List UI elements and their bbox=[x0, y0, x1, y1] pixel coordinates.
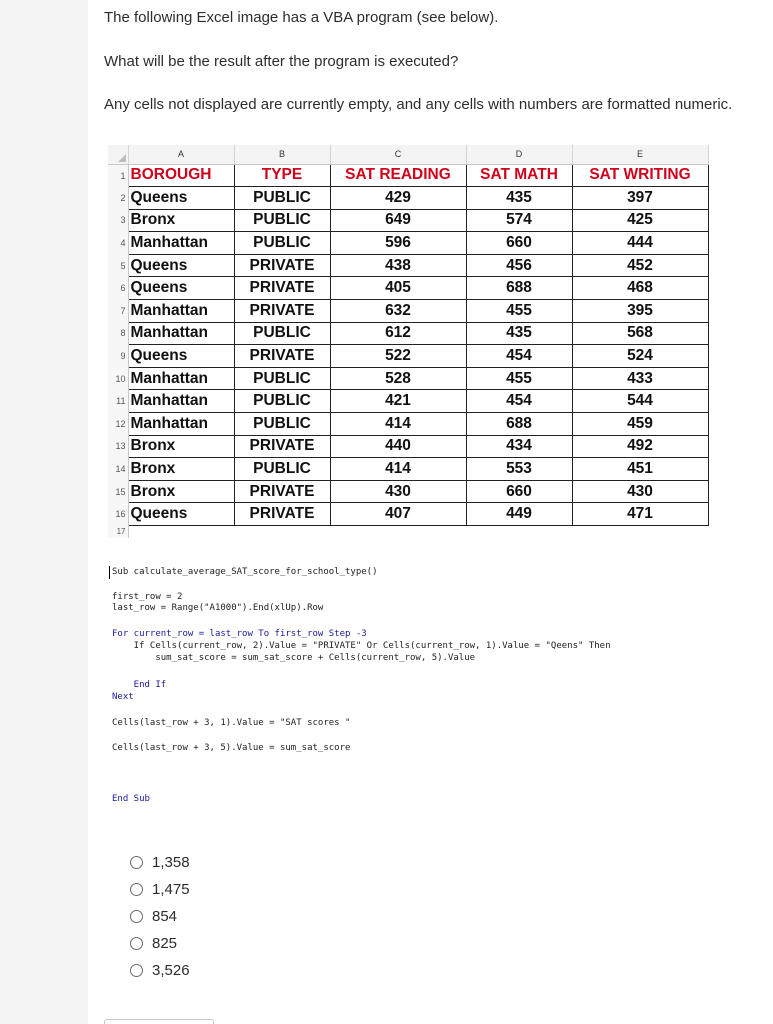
row-number: 17 bbox=[108, 526, 128, 538]
vba-code-line: Next bbox=[112, 692, 134, 702]
table-row bbox=[108, 277, 708, 300]
cell-sat-math: 435 bbox=[466, 187, 572, 210]
answer-option-1[interactable] bbox=[129, 849, 190, 876]
row-number: 8 bbox=[108, 322, 128, 345]
cell-sat-reading: 429 bbox=[330, 187, 466, 210]
text-cursor bbox=[109, 566, 110, 579]
cell-sat-math: 574 bbox=[466, 209, 572, 232]
cell-borough: Manhattan bbox=[128, 413, 234, 436]
cell-type: PRIVATE bbox=[234, 345, 330, 368]
cell-sat-math: 688 bbox=[466, 413, 572, 436]
row-number: 5 bbox=[108, 254, 128, 277]
cell-type: PUBLIC bbox=[234, 209, 330, 232]
cell-type: PUBLIC bbox=[234, 187, 330, 210]
cell-borough: Bronx bbox=[128, 435, 234, 458]
cell-type: PUBLIC bbox=[234, 367, 330, 390]
table-row bbox=[108, 367, 708, 390]
cell-sat-math: 660 bbox=[466, 232, 572, 255]
cell-borough: Queens bbox=[128, 187, 234, 210]
row-number: 14 bbox=[108, 458, 128, 481]
cell-sat-reading: 430 bbox=[330, 480, 466, 503]
table-row bbox=[108, 390, 708, 413]
cell-type: PRIVATE bbox=[234, 503, 330, 526]
cell-sat-writing: 544 bbox=[572, 390, 708, 413]
row-number: 3 bbox=[108, 209, 128, 232]
table-row bbox=[108, 209, 708, 232]
header-sat-reading: SAT READING bbox=[330, 164, 466, 187]
cell-sat-writing: 425 bbox=[572, 209, 708, 232]
cell-borough: Manhattan bbox=[128, 390, 234, 413]
row-number: 1 bbox=[108, 164, 128, 187]
cell-sat-reading: 440 bbox=[330, 435, 466, 458]
vba-code-line: If Cells(current_row, 2).Value = "PRIVATE" Or Cells(current_row, 1).Value = "Qeens" Then bbox=[112, 641, 611, 651]
cell-sat-writing: 524 bbox=[572, 345, 708, 368]
header-sat-writing: SAT WRITING bbox=[572, 164, 708, 187]
row-number: 4 bbox=[108, 232, 128, 255]
column-header-e: E bbox=[572, 145, 708, 164]
cell-sat-reading: 414 bbox=[330, 458, 466, 481]
cell-sat-reading: 414 bbox=[330, 413, 466, 436]
cell-sat-reading: 528 bbox=[330, 367, 466, 390]
question-prompt: What will be the result after the program is executed? bbox=[104, 53, 459, 70]
cell-borough: Manhattan bbox=[128, 232, 234, 255]
row-number: 9 bbox=[108, 345, 128, 368]
row-number: 6 bbox=[108, 277, 128, 300]
table-row bbox=[108, 345, 708, 368]
cell-sat-writing: 444 bbox=[572, 232, 708, 255]
cell-sat-reading: 612 bbox=[330, 322, 466, 345]
cell-sat-math: 434 bbox=[466, 435, 572, 458]
answer-option-label: 854 bbox=[152, 908, 178, 925]
cell-sat-reading: 649 bbox=[330, 209, 466, 232]
cell-sat-writing: 451 bbox=[572, 458, 708, 481]
row-number: 15 bbox=[108, 480, 128, 503]
cell-sat-writing: 471 bbox=[572, 503, 708, 526]
cell-borough: Bronx bbox=[128, 209, 234, 232]
column-header-a: A bbox=[128, 145, 234, 164]
answer-option-4[interactable] bbox=[129, 930, 190, 957]
cell-borough: Bronx bbox=[128, 480, 234, 503]
cell-type: PRIVATE bbox=[234, 254, 330, 277]
column-header-b: B bbox=[234, 145, 330, 164]
table-row bbox=[108, 480, 708, 503]
table-row bbox=[108, 232, 708, 255]
vba-code-line: sum_sat_score = sum_sat_score + Cells(current_row, 5).Value bbox=[112, 653, 476, 663]
cell-type: PUBLIC bbox=[234, 413, 330, 436]
cell-sat-writing: 459 bbox=[572, 413, 708, 436]
answer-option-5[interactable] bbox=[129, 957, 190, 984]
cell-sat-reading: 596 bbox=[330, 232, 466, 255]
vba-code-line: Cells(last_row + 3, 1).Value = "SAT scores " bbox=[112, 718, 351, 728]
cell-borough: Manhattan bbox=[128, 300, 234, 323]
header-row bbox=[108, 164, 708, 187]
table-row bbox=[108, 503, 708, 526]
vba-code-sub-line: Sub calculate_average_SAT_score_for_school_type() bbox=[112, 567, 378, 577]
cell-sat-math: 454 bbox=[466, 345, 572, 368]
cell-type: PUBLIC bbox=[234, 322, 330, 345]
table-row bbox=[108, 322, 708, 345]
cell-sat-reading: 407 bbox=[330, 503, 466, 526]
cell-borough: Queens bbox=[128, 254, 234, 277]
vba-code-line: first_row = 2 bbox=[112, 592, 183, 602]
cell-sat-math: 455 bbox=[466, 367, 572, 390]
table-row bbox=[108, 458, 708, 481]
row-number: 12 bbox=[108, 413, 128, 436]
cell-borough: Queens bbox=[128, 503, 234, 526]
row-number: 2 bbox=[108, 187, 128, 210]
radio-icon[interactable] bbox=[130, 910, 143, 923]
header-borough: BOROUGH bbox=[128, 164, 234, 187]
answer-options bbox=[129, 849, 190, 984]
vba-code-line: End If bbox=[112, 680, 167, 690]
table-row bbox=[108, 413, 708, 436]
cell-sat-reading: 405 bbox=[330, 277, 466, 300]
radio-icon[interactable] bbox=[130, 883, 143, 896]
cell-sat-reading: 421 bbox=[330, 390, 466, 413]
cell-sat-math: 454 bbox=[466, 390, 572, 413]
vba-code-line: Cells(last_row + 3, 5).Value = sum_sat_score bbox=[112, 743, 351, 753]
table-row bbox=[108, 187, 708, 210]
table-row bbox=[108, 254, 708, 277]
row-number: 16 bbox=[108, 503, 128, 526]
cell-sat-reading: 522 bbox=[330, 345, 466, 368]
column-header-c: C bbox=[330, 145, 466, 164]
answer-option-2[interactable] bbox=[129, 876, 190, 903]
question-note: Any cells not displayed are currently empty, and any cells with numbers are formatted numeric. bbox=[104, 96, 733, 113]
table-row bbox=[108, 435, 708, 458]
cell-sat-writing: 492 bbox=[572, 435, 708, 458]
cell-sat-math: 449 bbox=[466, 503, 572, 526]
empty-row bbox=[108, 526, 708, 538]
vba-code-line: For current_row = last_row To first_row Step -3 bbox=[112, 629, 367, 639]
cell-borough: Queens bbox=[128, 277, 234, 300]
cell-type: PRIVATE bbox=[234, 480, 330, 503]
cell-type: PUBLIC bbox=[234, 390, 330, 413]
answer-option-3[interactable] bbox=[129, 903, 190, 930]
cell-sat-math: 660 bbox=[466, 480, 572, 503]
cell-type: PUBLIC bbox=[234, 458, 330, 481]
cell-sat-reading: 632 bbox=[330, 300, 466, 323]
column-header-row bbox=[108, 145, 708, 164]
cell-sat-math: 456 bbox=[466, 254, 572, 277]
vba-code-end-sub: End Sub bbox=[112, 794, 150, 804]
answer-option-label: 3,526 bbox=[152, 962, 190, 979]
cell-borough: Bronx bbox=[128, 458, 234, 481]
row-number: 11 bbox=[108, 390, 128, 413]
cell-sat-math: 455 bbox=[466, 300, 572, 323]
cell-sat-writing: 568 bbox=[572, 322, 708, 345]
cell-sat-writing: 395 bbox=[572, 300, 708, 323]
table-row bbox=[108, 300, 708, 323]
cell-sat-math: 688 bbox=[466, 277, 572, 300]
cell-type: PRIVATE bbox=[234, 435, 330, 458]
cell-borough: Queens bbox=[128, 345, 234, 368]
question-intro: The following Excel image has a VBA program (see below). bbox=[104, 9, 499, 26]
cell-type: PRIVATE bbox=[234, 300, 330, 323]
cell-sat-math: 553 bbox=[466, 458, 572, 481]
radio-icon[interactable] bbox=[130, 856, 143, 869]
row-number: 10 bbox=[108, 367, 128, 390]
cell-borough: Manhattan bbox=[128, 367, 234, 390]
column-header-d: D bbox=[466, 145, 572, 164]
header-type: TYPE bbox=[234, 164, 330, 187]
answer-option-label: 1,475 bbox=[152, 881, 190, 898]
cell-sat-writing: 397 bbox=[572, 187, 708, 210]
select-all-corner bbox=[108, 145, 128, 164]
cell-borough: Manhattan bbox=[128, 322, 234, 345]
answer-option-label: 825 bbox=[152, 935, 178, 952]
cell-sat-writing: 430 bbox=[572, 480, 708, 503]
cell-sat-reading: 438 bbox=[330, 254, 466, 277]
cell-sat-writing: 452 bbox=[572, 254, 708, 277]
cell-type: PRIVATE bbox=[234, 277, 330, 300]
cell-type: PUBLIC bbox=[234, 232, 330, 255]
row-number: 7 bbox=[108, 300, 128, 323]
excel-sheet-image bbox=[108, 145, 709, 538]
radio-icon[interactable] bbox=[130, 964, 143, 977]
radio-icon[interactable] bbox=[130, 937, 143, 950]
header-sat-math: SAT MATH bbox=[466, 164, 572, 187]
vba-code-line: last_row = Range("A1000").End(xlUp).Row bbox=[112, 603, 324, 613]
row-number: 13 bbox=[108, 435, 128, 458]
next-section-edge bbox=[104, 1019, 214, 1024]
cell-sat-math: 435 bbox=[466, 322, 572, 345]
answer-option-label: 1,358 bbox=[152, 854, 190, 871]
cell-sat-writing: 468 bbox=[572, 277, 708, 300]
cell-sat-writing: 433 bbox=[572, 367, 708, 390]
